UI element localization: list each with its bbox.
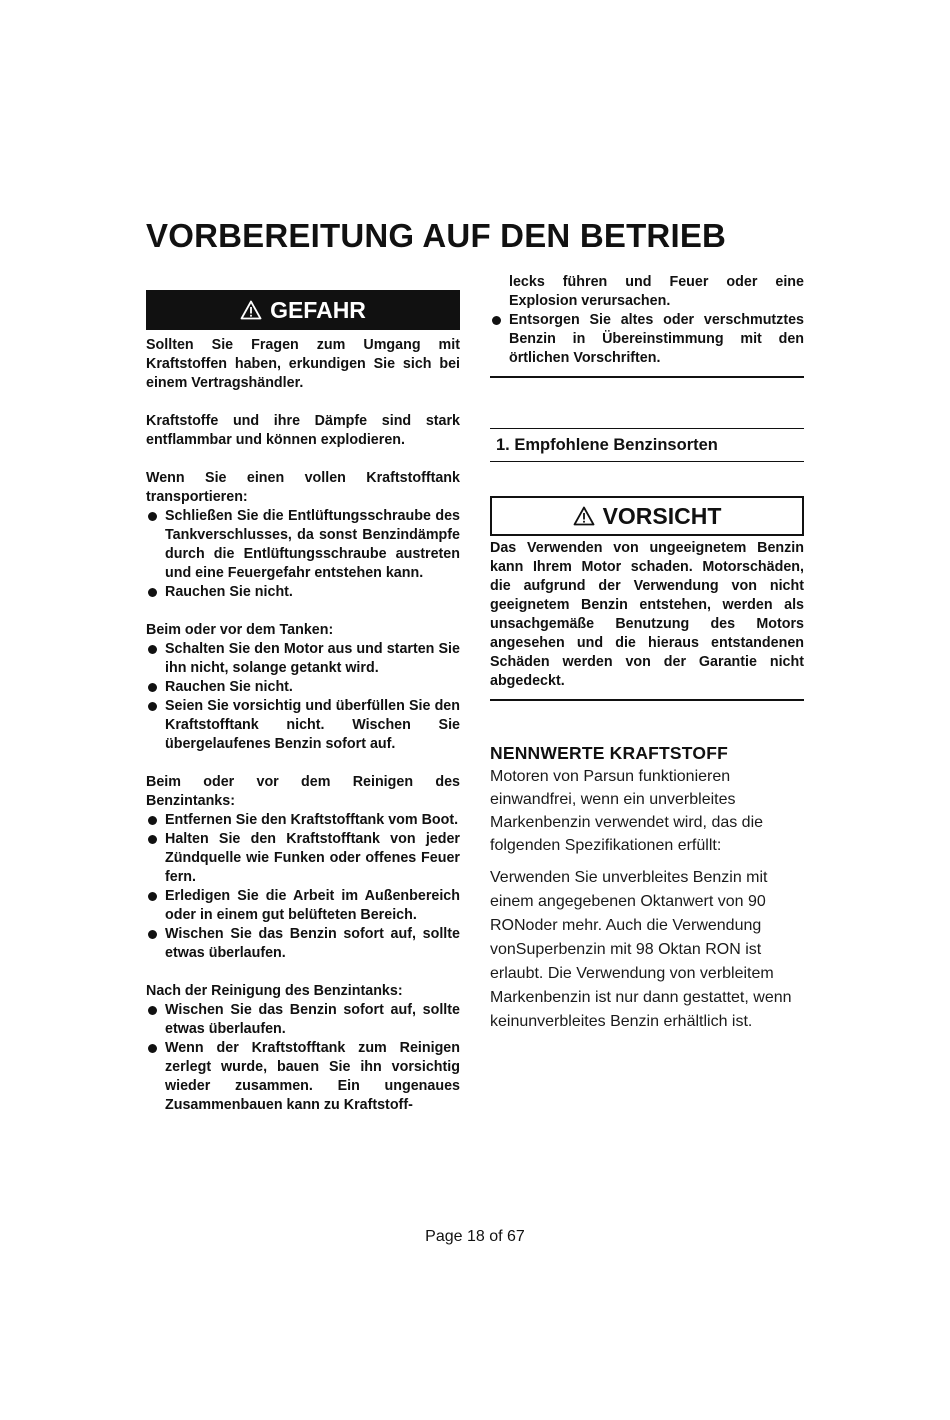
list-item: Schalten Sie den Motor aus und starten Sie ihn nicht, solange getankt wird. <box>146 640 460 678</box>
bullet-list-before-cleaning <box>146 811 460 963</box>
bullet-icon <box>148 816 157 825</box>
bullet-list-transport <box>146 507 460 602</box>
group-heading-refuel: Beim oder vor dem Tanken: <box>146 622 334 638</box>
caution-label: VORSICHT <box>602 502 722 529</box>
page-title: VORBEREITUNG AUF DEN BETRIEB <box>146 217 727 254</box>
section-heading: 1. Empfohlene Benzinsorten <box>496 436 718 454</box>
bullet-icon <box>148 702 157 711</box>
fuel-spec-octane: Verwenden Sie unverbleites Benzin mit einem angegebenen Oktanwert von 90 RONoder mehr. Auch die Verwendung vonSuperbenzin mit 98 Oktan RON ist erlaubt. Die Verwendung von verbleitem Markenbenzin ist nur dann gestattet, wenn keinunverbleites Benzin erhältlich ist. <box>490 869 792 1030</box>
danger-label: GEFAHR <box>270 296 366 323</box>
bullet-icon <box>148 892 157 901</box>
group-heading-before-cleaning: Beim oder vor dem Reinigen des Benzintanks: <box>146 774 460 809</box>
list-item: Entfernen Sie den Kraftstofftank vom Boot. <box>146 811 460 830</box>
fuel-spec-intro: Motoren von Parsun funktionieren einwandfrei, wenn ein unverbleites Markenbenzin verwendet wird, das die folgenden Spezifikationen erfüllt: <box>490 768 764 854</box>
left-column <box>146 290 460 1115</box>
bullet-icon <box>148 645 157 654</box>
fuel-spec-heading: NENNWERTE KRAFTSTOFF <box>490 743 728 763</box>
bullet-list-refuel <box>146 640 460 754</box>
list-item: Rauchen Sie nicht. <box>146 583 460 602</box>
bullet-icon <box>148 835 157 844</box>
danger-intro-2: Kraftstoffe und ihre Dämpfe sind stark entflammbar und können explodieren. <box>146 413 460 448</box>
danger-intro-1: Sollten Sie Fragen zum Umgang mit Kraftstoffen haben, erkundigen Sie sich bei einem Vertragshändler. <box>146 337 460 391</box>
bullet-icon <box>148 1006 157 1015</box>
bullet-icon <box>148 1044 157 1053</box>
bullet-icon <box>492 316 501 325</box>
list-item: Halten Sie den Kraftstofftank von jeder Zündquelle wie Funken oder offenes Feuer fern. <box>146 830 460 887</box>
bullet-list-after-cleaning <box>146 1001 460 1115</box>
list-item: Seien Sie vorsichtig und überfüllen Sie den Kraftstofftank nicht. Wischen Sie übergelaufenes Benzin sofort auf. <box>146 697 460 754</box>
bullet-icon <box>148 588 157 597</box>
list-item: Wischen Sie das Benzin sofort auf, sollte etwas überlaufen. <box>146 925 460 963</box>
list-item: Wischen Sie das Benzin sofort auf, sollte etwas überlaufen. <box>146 1001 460 1039</box>
warning-triangle-icon <box>240 300 262 320</box>
continuation-text: lecks führen und Feuer oder eine Explosion verursachen. <box>509 274 804 309</box>
list-item: Entsorgen Sie altes oder verschmutztes Benzin in Übereinstimmung mit den örtlichen Vorschriften. <box>490 311 804 368</box>
danger-banner <box>146 290 460 330</box>
list-item: Rauchen Sie nicht. <box>146 678 460 697</box>
warning-triangle-icon <box>573 506 595 526</box>
page-number: Page 18 of 67 <box>425 1228 525 1245</box>
list-item: Schließen Sie die Entlüftungsschraube des Tankverschlusses, da sonst Benzindämpfe durch die Entlüftungsschraube austreten und eine Feuergefahr entstehen kann. <box>146 507 460 583</box>
group-heading-transport: Wenn Sie einen vollen Kraftstofftank transportieren: <box>146 470 460 505</box>
bullet-icon <box>148 512 157 521</box>
list-item: Erledigen Sie die Arbeit im Außenbereich oder in einem gut belüfteten Bereich. <box>146 887 460 925</box>
caution-text: Das Verwenden von ungeeignetem Benzin kann Ihrem Motor schaden. Motorschäden, die aufgrund der Verwendung von nicht geeignetem Benzin entstehen, werden als unsachgemäße Benutzung des Motors angesehen und die hieraus entstandenen Schäden werden von der Garantie nicht abgedeckt. <box>490 540 804 689</box>
bullet-icon <box>148 683 157 692</box>
bullet-list-disposal <box>490 311 804 368</box>
bullet-icon <box>148 930 157 939</box>
caution-banner <box>490 496 804 536</box>
group-heading-after-cleaning: Nach der Reinigung des Benzintanks: <box>146 983 403 999</box>
right-column <box>490 273 804 1034</box>
list-item: Wenn der Kraftstofftank zum Reinigen zerlegt wurde, bauen Sie ihn vorsichtig wieder zusammen. Ein ungenaues Zusammenbauen kann zu Kraftstoff- <box>146 1039 460 1115</box>
